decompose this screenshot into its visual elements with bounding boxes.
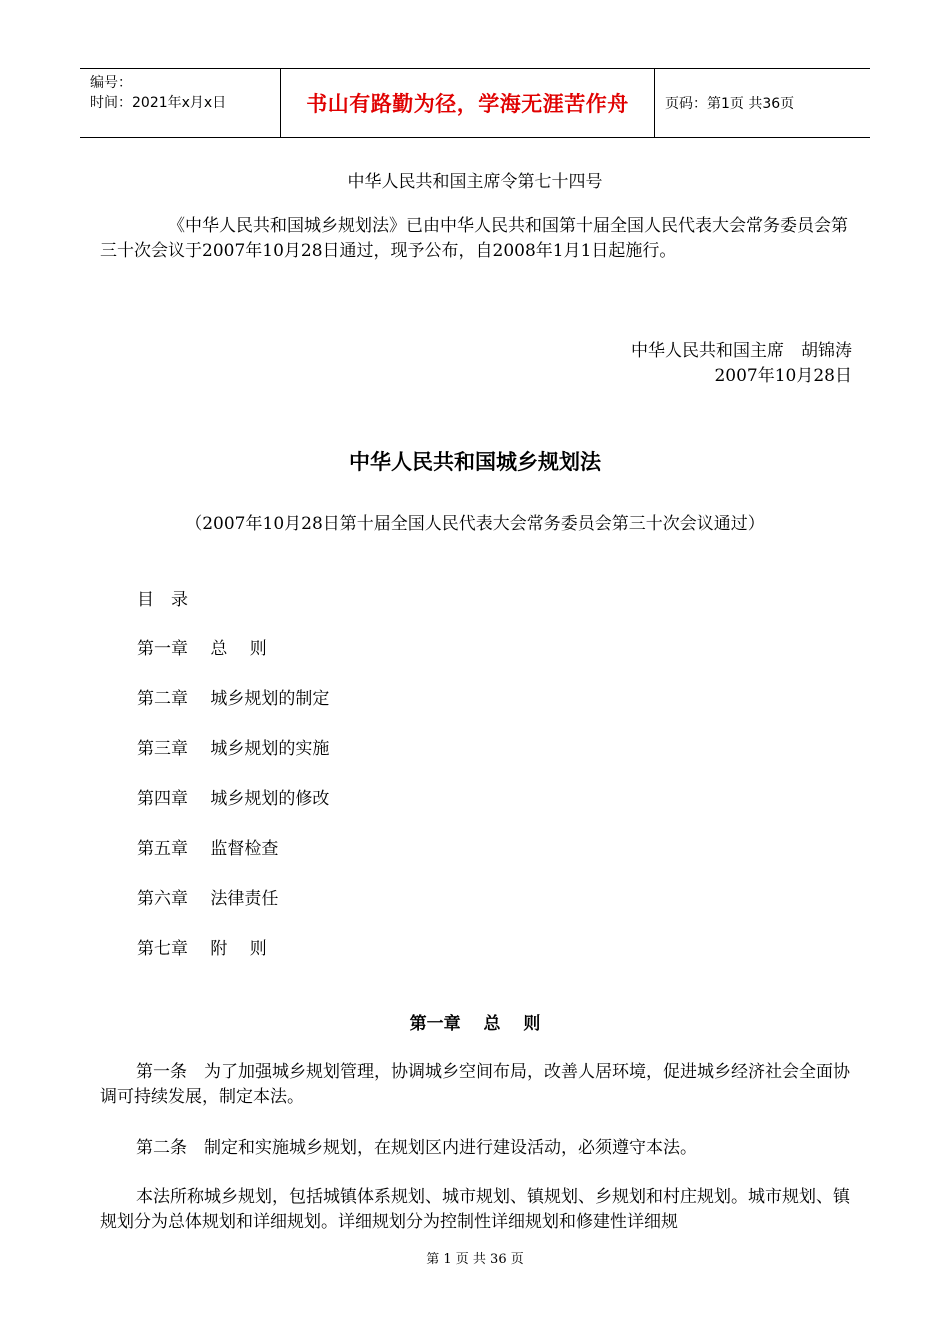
toc-item: 第六章 法律责任 xyxy=(137,889,279,909)
law-title: 中华人民共和国城乡规划法 xyxy=(349,450,601,474)
article-1: 第一条 为了加强城乡规划管理，协调城乡空间布局，改善人居环境，促进城乡经济社会全面协调可持续发展，制定本法。 xyxy=(100,1062,850,1107)
toc-item: 第二章 城乡规划的制定 xyxy=(137,689,330,709)
law-subtitle: （2007年10月28日第十届全国人民代表大会常务委员会第三十次会议通过） xyxy=(185,514,765,534)
toc-item: 第一章 总 则 xyxy=(137,639,267,659)
signature-date: 2007年10月28日 xyxy=(714,366,852,386)
decree-title: 中华人民共和国主席令第七十四号 xyxy=(347,172,603,192)
page-footer: 第 1 页 共 36 页 xyxy=(426,1252,524,1267)
article-2-paragraph: 本法所称城乡规划，包括城镇体系规划、城市规划、镇规划、乡规划和村庄规划。城市规划、镇规划分为总体规划和详细规划。详细规划分为控制性详细规划和修建性详细规 xyxy=(100,1187,850,1232)
chapter-heading: 第一章 总 则 xyxy=(409,1014,541,1034)
toc-item: 第七章 附 则 xyxy=(137,939,267,959)
document-header xyxy=(80,68,870,138)
article-2: 第二条 制定和实施城乡规划，在规划区内进行建设活动，必须遵守本法。 xyxy=(136,1138,697,1158)
header-meta xyxy=(80,69,281,137)
toc-heading: 目 录 xyxy=(137,590,188,610)
toc-item: 第四章 城乡规划的修改 xyxy=(137,789,330,809)
page-info: 页码：第1页 共36页 xyxy=(665,96,795,112)
toc-item: 第三章 城乡规划的实施 xyxy=(137,739,330,759)
decree-body: 《中华人民共和国城乡规划法》已由中华人民共和国第十届全国人民代表大会常务委员会第三十次会议于2007年10月28日通过，现予公布，自2008年1月1日起施行。 xyxy=(100,216,848,261)
date-line: 时间：2021年x月x日 xyxy=(90,95,227,111)
signature-signer: 中华人民共和国主席 胡锦涛 xyxy=(631,341,852,361)
serial-label: 编号： xyxy=(90,75,132,91)
motto: 书山有路勤为径，学海无涯苦作舟 xyxy=(281,69,655,137)
toc-item: 第五章 监督检查 xyxy=(137,839,279,859)
